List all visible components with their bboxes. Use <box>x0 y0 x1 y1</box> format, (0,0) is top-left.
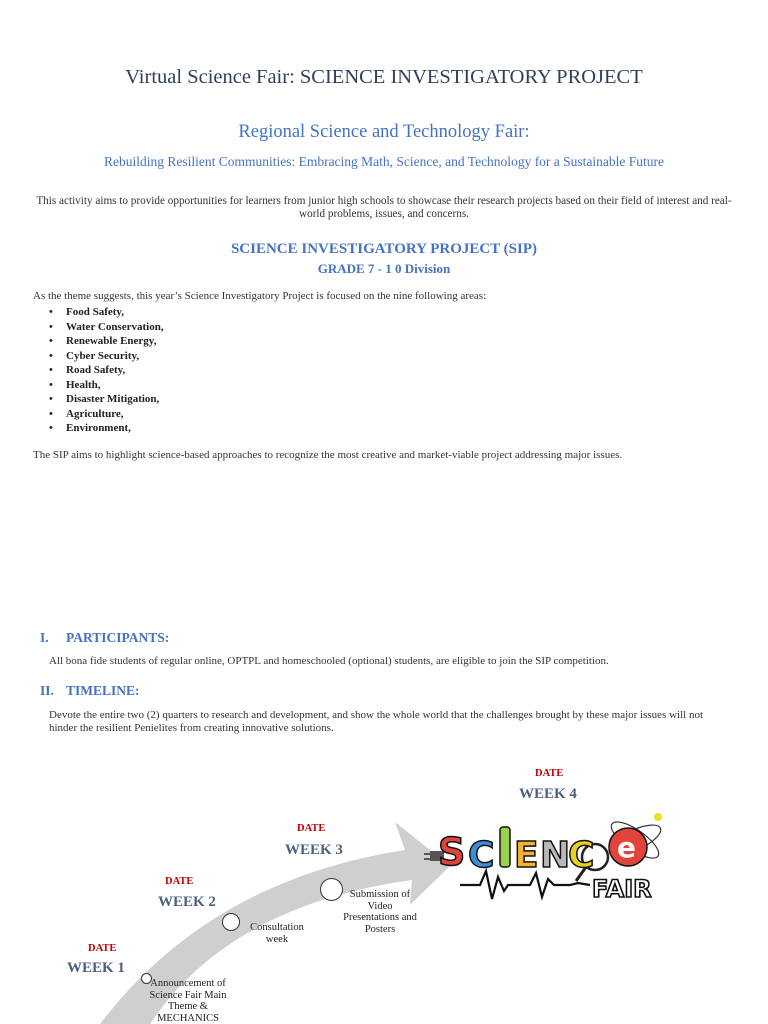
week3-label: WEEK 3 <box>285 842 343 858</box>
sip-heading: SCIENCE INVESTIGATORY PROJECT (SIP) <box>230 241 538 257</box>
theme-text: As the theme suggests, this year’s Science Investigatory Project is focused on the nine following areas: <box>33 290 487 302</box>
logo-word-fair: FAIR <box>592 875 652 903</box>
sip-grade: GRADE 7 - 1 0 Division <box>317 261 451 276</box>
week4-label: WEEK 4 <box>519 786 577 802</box>
week2-node <box>222 913 240 931</box>
fair-subtitle: Rebuilding Resilient Communities: Embracing Math, Science, and Technology for a Sustainable Future <box>103 154 665 169</box>
week3-date: DATE <box>297 823 326 834</box>
week2-label: WEEK 2 <box>158 894 216 910</box>
list-item: • Road Safety, <box>45 363 164 378</box>
list-item: • Food Safety, <box>45 305 164 320</box>
science-fair-logo <box>420 805 675 905</box>
week3-node <box>320 878 343 901</box>
list-item: • Disaster Mitigation, <box>45 392 164 407</box>
timeline-text: Devote the entire two (2) quarters to research and development, and show the whole world that the challenges brought by these major issues will not hinder the resilient Penielites from creating innovative solutions. <box>49 709 704 734</box>
participants-text: All bona fide students of regular online, OPTPL and homeschooled (optional) students, are eligible to join the SIP competition. <box>49 655 609 667</box>
section-number: I. <box>40 630 49 645</box>
aim-text: The SIP aims to highlight science-based approaches to recognize the most creative and market-viable project addressing major issues. <box>33 449 623 461</box>
list-item: • Environment, <box>45 421 164 436</box>
week1-label: WEEK 1 <box>67 960 125 976</box>
list-item: • Water Conservation, <box>45 320 164 335</box>
fair-title: Regional Science and Technology Fair: <box>238 122 530 142</box>
week3-description: Submission of Video Presentations and Posters <box>343 889 417 935</box>
test-tube-icon <box>500 827 510 867</box>
logo-letter-s: S <box>438 830 466 874</box>
document-title: Virtual Science Fair: SCIENCE INVESTIGATORY PROJECT <box>125 66 643 88</box>
week1-date: DATE <box>88 943 117 954</box>
intro-paragraph: This activity aims to provide opportunities for learners from junior high schools to showcase their research projects based on their field of interest and real-world problems, issues, and concerns. <box>36 195 732 220</box>
list-item: • Renewable Energy, <box>45 334 164 349</box>
week4-date: DATE <box>535 768 564 779</box>
logo-letter-c2: C <box>568 835 595 876</box>
list-item: • Agriculture, <box>45 407 164 422</box>
logo-letter-c: C <box>468 835 495 876</box>
section-number: II. <box>40 683 54 698</box>
section-title: PARTICIPANTS: <box>66 630 170 645</box>
logo-letter-e2: e <box>617 831 636 864</box>
list-item: • Cyber Security, <box>45 349 164 364</box>
week2-description: Consultation week <box>250 922 304 945</box>
list-item: • Health, <box>45 378 164 393</box>
week2-date: DATE <box>165 876 194 887</box>
logo-letter-e: E <box>514 835 539 876</box>
section-title: TIMELINE: <box>66 683 140 698</box>
week1-description: Announcement of Science Fair Main Theme & MECHANICS <box>149 978 227 1024</box>
logo-letter-n: N <box>540 835 571 876</box>
